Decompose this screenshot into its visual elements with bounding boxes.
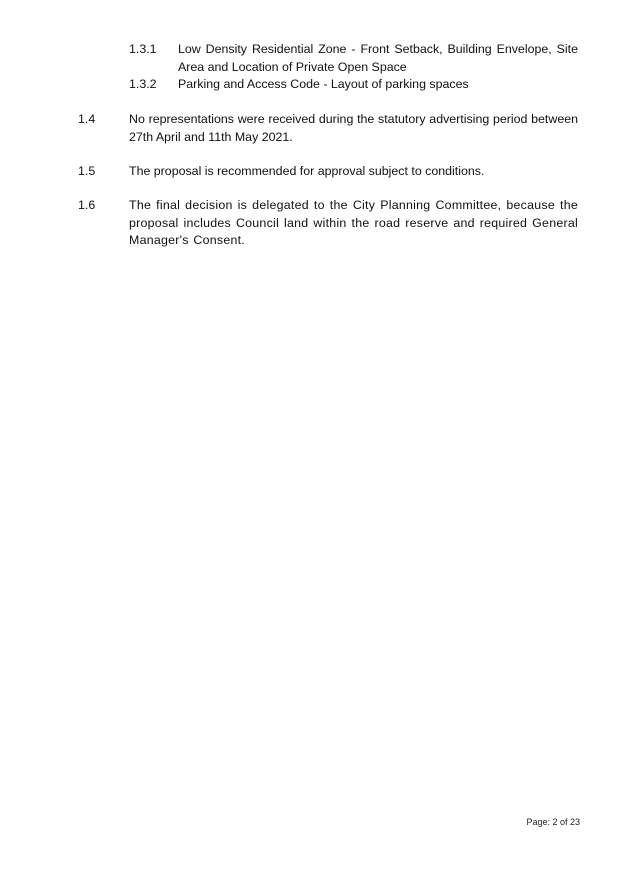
item-number: 1.3.2 <box>129 77 157 91</box>
item-number: 1.3.1 <box>129 42 157 56</box>
item-text: Parking and Access Code - Layout of parking spaces <box>178 77 469 91</box>
item-text: The proposal is recommended for approval subject to conditions. <box>129 164 485 178</box>
item-number: 1.4 <box>78 112 96 126</box>
list-item-1-6 <box>78 197 578 250</box>
list-item-1-4 <box>78 111 578 146</box>
list-item-1-3-2 <box>129 76 579 94</box>
item-text: The final decision is delegated to the City Planning Committee, because the proposal includes Council land within the road reserve and required General Manager's Consent. <box>129 198 578 247</box>
item-number: 1.6 <box>78 198 96 212</box>
page-number-footer: Page: 2 of 23 <box>526 817 580 827</box>
item-text: Low Density Residential Zone - Front Setback, Building Envelope, Site Area and Location of Private Open Space <box>178 42 578 74</box>
list-item-1-5 <box>78 163 578 181</box>
list-item-1-3-1 <box>129 41 579 76</box>
item-text: No representations were received during the statutory advertising period between 27th April and 11th May 2021. <box>129 112 578 144</box>
item-number: 1.5 <box>78 164 96 178</box>
